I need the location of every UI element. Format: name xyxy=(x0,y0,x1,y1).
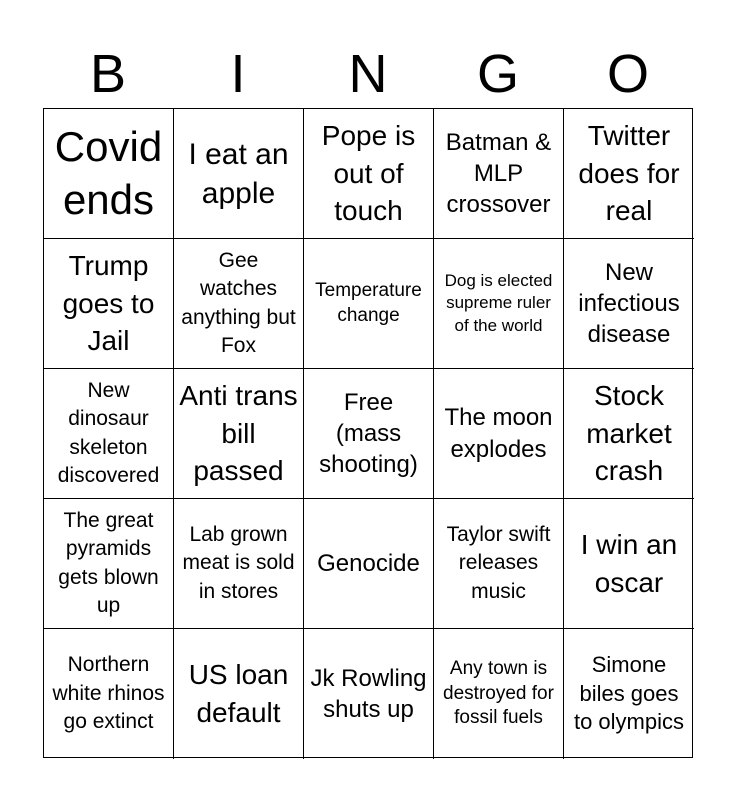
cell-label: The great pyramids gets blown up xyxy=(58,508,159,617)
cell-label: I win an oscar xyxy=(580,528,678,598)
cell-label: Taylor swift releases music xyxy=(446,522,551,603)
cell-label: Twitter does for real xyxy=(578,119,680,227)
cell-label: I eat an apple xyxy=(188,137,289,210)
bingo-cell[interactable] xyxy=(174,109,304,239)
bingo-cell[interactable] xyxy=(44,629,174,759)
cell-label: Stock market crash xyxy=(586,379,672,487)
bingo-cell[interactable] xyxy=(304,109,434,239)
bingo-cell[interactable] xyxy=(434,499,564,629)
bingo-cell[interactable] xyxy=(434,629,564,759)
header-letter-i: I xyxy=(230,44,246,104)
cell-label: Genocide xyxy=(317,549,420,577)
cell-label: Anti trans bill passed xyxy=(179,379,298,487)
bingo-cell[interactable] xyxy=(174,499,304,629)
bingo-cell[interactable] xyxy=(44,499,174,629)
bingo-cell[interactable] xyxy=(434,239,564,369)
bingo-cell[interactable] xyxy=(174,369,304,499)
header-letter-g: G xyxy=(476,44,519,104)
bingo-cell[interactable] xyxy=(304,499,434,629)
cell-label: New dinosaur skeleton discovered xyxy=(57,378,160,487)
bingo-cell[interactable] xyxy=(304,369,434,499)
bingo-board xyxy=(43,108,693,758)
bingo-cell[interactable] xyxy=(564,629,694,759)
bingo-cell[interactable] xyxy=(304,629,434,759)
bingo-cell[interactable] xyxy=(44,239,174,369)
bingo-cell[interactable] xyxy=(564,239,694,369)
bingo-cell[interactable] xyxy=(174,629,304,759)
cell-label: Covid ends xyxy=(54,123,163,223)
bingo-header xyxy=(43,40,693,108)
cell-label: Any town is destroyed for fossil fuels xyxy=(443,657,554,729)
bingo-cell[interactable] xyxy=(564,369,694,499)
cell-label: Pope is out of touch xyxy=(321,119,416,227)
header-letter-b: B xyxy=(89,44,127,104)
cell-label: Simone biles goes to olympics xyxy=(573,652,685,735)
bingo-cell[interactable] xyxy=(174,239,304,369)
cell-label: Gee watches anything but Fox xyxy=(181,248,296,357)
cell-label: The moon explodes xyxy=(444,404,553,463)
bingo-cell[interactable] xyxy=(434,369,564,499)
cell-label: Lab grown meat is sold in stores xyxy=(182,522,295,603)
cell-label: New infectious disease xyxy=(578,258,680,349)
cell-label: US loan default xyxy=(188,659,289,728)
cell-label: Free (mass shooting) xyxy=(319,388,418,479)
header-letter-o: O xyxy=(606,44,649,104)
bingo-cell[interactable] xyxy=(304,239,434,369)
bingo-cell[interactable] xyxy=(564,499,694,629)
cell-label: Batman & MLP crossover xyxy=(445,128,552,219)
bingo-cell[interactable] xyxy=(44,369,174,499)
cell-label: Dog is elected supreme ruler of the world xyxy=(444,271,553,335)
bingo-cell[interactable] xyxy=(434,109,564,239)
bingo-cell[interactable] xyxy=(564,109,694,239)
cell-label: Jk Rowling shuts up xyxy=(310,664,427,723)
cell-label: Temperature change xyxy=(315,279,422,326)
cell-label: Trump goes to Jail xyxy=(62,249,155,357)
bingo-cell[interactable] xyxy=(44,109,174,239)
cell-label: Northern white rhinos go extinct xyxy=(52,653,165,734)
header-letter-n: N xyxy=(348,44,388,104)
